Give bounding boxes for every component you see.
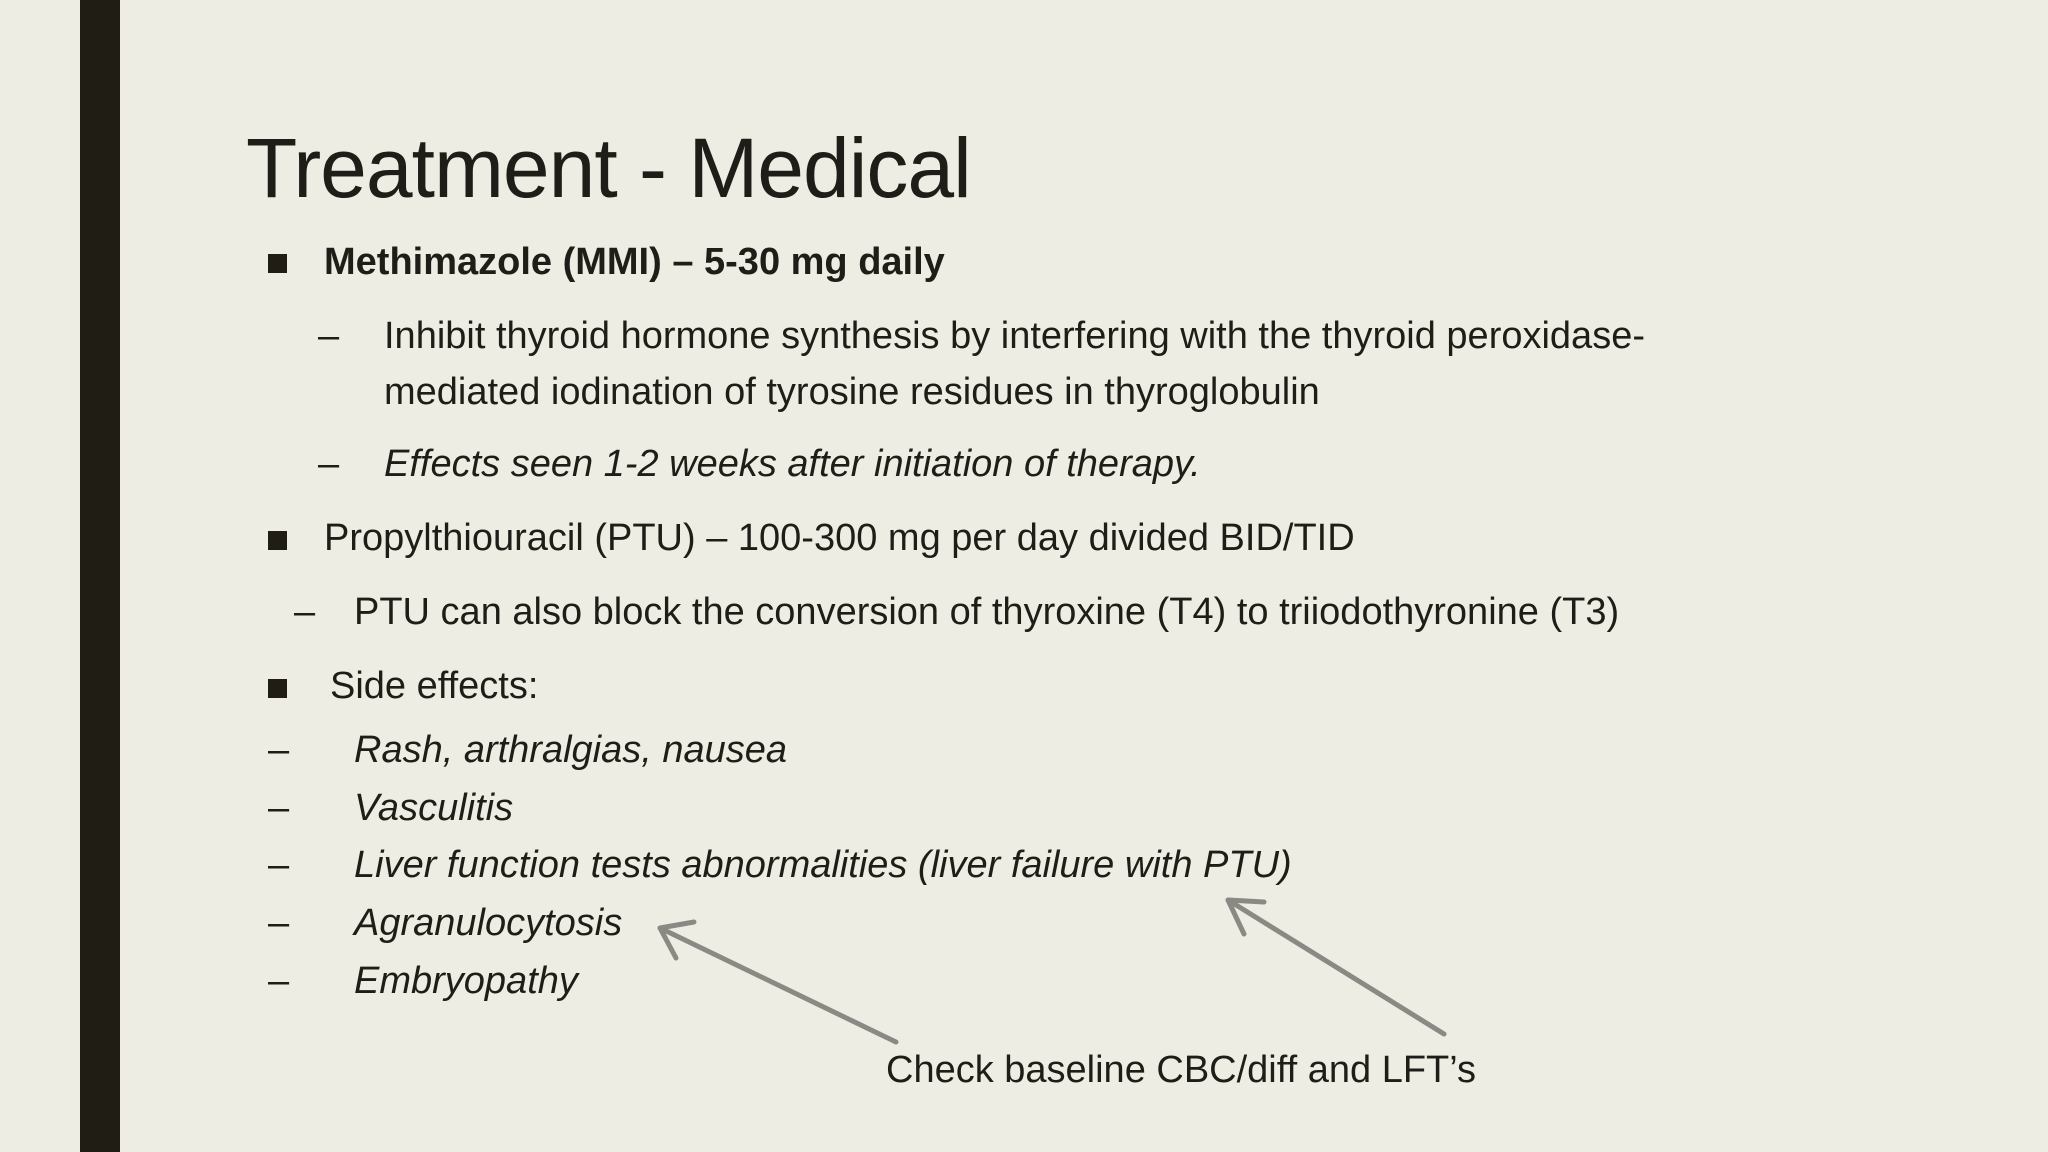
bullet-square-icon — [268, 254, 287, 273]
sub-mechanism-line2: mediated iodination of tyrosine residues in thyroglobulin — [384, 371, 1320, 413]
side-effect-item: Rash, arthralgias, nausea — [354, 729, 788, 771]
arrowhead-agranulocytosis — [660, 922, 694, 958]
dash-icon: – — [268, 787, 290, 829]
sub-ptu-conversion: PTU can also block the conversion of thyroxine (T4) to triiodothyronine (T3) — [354, 591, 1620, 633]
bullet-ptu: Propylthiouracil (PTU) – 100-300 mg per day divided BID/TID — [324, 517, 1355, 559]
bullet-square-icon — [268, 679, 287, 698]
sub-mechanism-line1: Inhibit thyroid hormone synthesis by interfering with the thyroid peroxidase- — [384, 315, 1645, 357]
slide-title: Treatment - Medical — [246, 121, 971, 215]
sub-effects-onset: Effects seen 1-2 weeks after initiation of therapy. — [384, 443, 1201, 485]
side-effect-item: Agranulocytosis — [354, 902, 623, 944]
annotation-baseline-labs: Check baseline CBC/diff and LFT’s — [886, 1049, 1477, 1091]
bullet-square-icon — [268, 531, 287, 550]
bullet-methimazole: Methimazole (MMI) – 5-30 mg daily — [324, 241, 945, 283]
bullet-side-effects: Side effects: — [330, 665, 539, 707]
arrow-to-liver-failure — [1228, 900, 1444, 1034]
dash-icon: – — [268, 902, 290, 944]
side-effect-item: Liver function tests abnormalities (liver failure with PTU) — [354, 844, 1292, 886]
dash-icon: – — [294, 591, 316, 633]
dash-icon: – — [268, 960, 290, 1002]
left-accent-bar — [80, 0, 120, 1152]
side-effect-item: Vasculitis — [354, 787, 514, 829]
dash-icon: – — [318, 443, 340, 485]
side-effect-item: Embryopathy — [354, 960, 578, 1002]
dash-icon: – — [318, 315, 340, 357]
arrow-to-agranulocytosis — [660, 928, 896, 1042]
dash-icon: – — [268, 729, 290, 771]
arrowhead-liver-failure — [1228, 900, 1264, 934]
dash-icon: – — [268, 844, 290, 886]
